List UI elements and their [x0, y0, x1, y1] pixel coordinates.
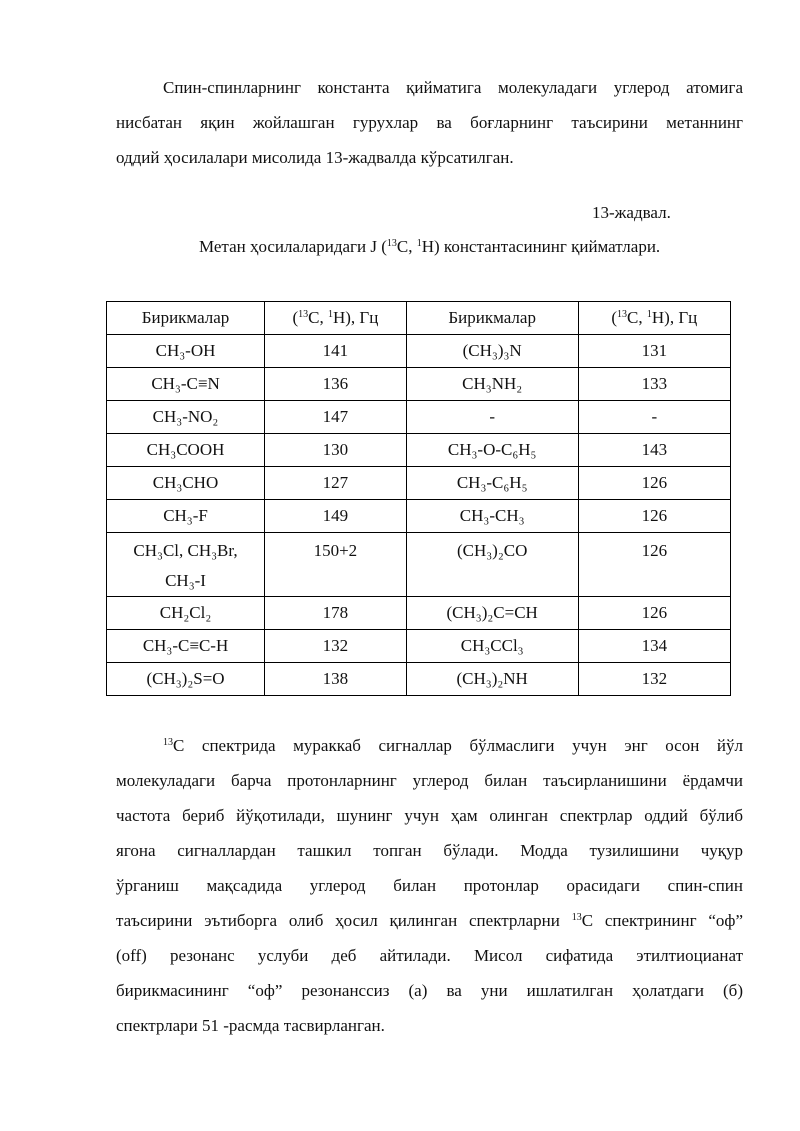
- compound-cell: CH₃-CH₃: [406, 500, 578, 533]
- value-cell: 133: [578, 368, 730, 401]
- value-cell: 131: [578, 335, 730, 368]
- table-row: [107, 533, 731, 597]
- line-text: С спектрида мураккаб сигналлар бўлмаслиги учун энг осон йўл: [173, 736, 743, 755]
- compound-cell: (CH₃)₂NH: [406, 663, 578, 696]
- table-row: [107, 434, 731, 467]
- compound-cell: CH₃CHO: [107, 467, 265, 500]
- superscript: 13: [163, 737, 173, 748]
- compound-line: CH₃-I: [165, 571, 206, 590]
- value-cell: 138: [265, 663, 407, 696]
- compound-cell: CH₃-C≡N: [107, 368, 265, 401]
- table-row: [107, 467, 731, 500]
- value-cell: 150+2: [265, 533, 407, 597]
- compound-cell: CH₃-C₆H₅: [406, 467, 578, 500]
- header-cell: Бирикмалар: [107, 302, 265, 335]
- value-cell: 132: [265, 630, 407, 663]
- value-cell: 147: [265, 401, 407, 434]
- value-cell: 127: [265, 467, 407, 500]
- title-text: С,: [396, 237, 417, 256]
- compound-cell: -: [406, 401, 578, 434]
- table-header-row: [107, 302, 731, 335]
- value-cell: 141: [265, 335, 407, 368]
- value-cell: 126: [578, 500, 730, 533]
- compound-cell: (CH₃)₂CO: [406, 533, 578, 597]
- paragraph-line: бирикмасининг “оф” резонанссиз (а) ва уни ишлатилган ҳолатдаги (б): [116, 981, 743, 1000]
- compound-cell: CH₃-NO₂: [107, 401, 265, 434]
- header-text: Н), Гц: [332, 308, 379, 327]
- value-cell: 143: [578, 434, 730, 467]
- compound-line: CH₃Cl, CH₃Br,: [133, 541, 238, 560]
- paragraph-line: частота бериб йўқотилади, шунинг учун ҳам олинган спектрлар оддий бўлиб: [116, 806, 743, 825]
- compound-cell: (CH₃)₂C=CH: [406, 597, 578, 630]
- header-text: (: [292, 308, 299, 327]
- paragraph-line: нисбатан яқин жойлашган гурухлар ва боғларнинг таъсирини метаннинг: [116, 113, 743, 132]
- superscript: 13: [298, 309, 309, 320]
- value-cell: 149: [265, 500, 407, 533]
- superscript: 13: [386, 238, 397, 249]
- paragraph-line: ўрганиш мақсадида углерод билан протонлар орасидаги спин-спин: [116, 876, 743, 895]
- value-cell: 126: [578, 467, 730, 500]
- value-cell: 130: [265, 434, 407, 467]
- compound-cell: (CH₃)₂S=O: [107, 663, 265, 696]
- paragraph-line: ягона сигналлардан ташкил топган бўлади. Модда тузилишини чуқур: [116, 841, 743, 860]
- header-cell: Бирикмалар: [406, 302, 578, 335]
- superscript: 13: [571, 912, 582, 923]
- value-cell: 136: [265, 368, 407, 401]
- paragraph-line: оддий ҳосилалари мисолида 13-жадвалда кўрсатилган.: [116, 148, 514, 167]
- line-text: таъсирини эътиборга олиб ҳосил қилинган спектрларни: [116, 911, 572, 930]
- value-cell: 178: [265, 597, 407, 630]
- superscript: 1: [327, 309, 333, 320]
- table-row: [107, 335, 731, 368]
- compound-cell: CH₃-F: [107, 500, 265, 533]
- compound-cell: CH₃-O-C₆H₅: [406, 434, 578, 467]
- table-row: [107, 401, 731, 434]
- compound-cell: CH₃-OH: [107, 335, 265, 368]
- compound-cell: CH₃COOH: [107, 434, 265, 467]
- header-text: (: [611, 308, 618, 327]
- header-cell: [265, 302, 407, 335]
- value-cell: 134: [578, 630, 730, 663]
- paragraph-line: спектрлари 51 -расмда тасвирланган.: [116, 1016, 385, 1035]
- compound-cell: CH₃CCl₃: [406, 630, 578, 663]
- spectra-paragraph: [116, 728, 743, 1043]
- coupling-constants-table: [106, 301, 731, 696]
- superscript: 1: [416, 238, 422, 249]
- compound-cell: CH₃NH₂: [406, 368, 578, 401]
- compound-cell: CH₃-C≡C-H: [107, 630, 265, 663]
- header-text: С,: [308, 308, 328, 327]
- value-cell: 126: [578, 597, 730, 630]
- paragraph-line: [116, 903, 743, 938]
- value-cell: 132: [578, 663, 730, 696]
- paragraph-line: (off) резонанс услуби деб айтилади. Мисол сифатида этилтиоцианат: [116, 946, 743, 965]
- superscript: 13: [617, 309, 628, 320]
- table-row: [107, 630, 731, 663]
- paragraph-line: Спин-спинларнинг константа қийматига молекуладаги углерод атомига: [163, 78, 743, 97]
- paragraph-line: [116, 728, 743, 763]
- header-cell: [578, 302, 730, 335]
- compound-cell: (CH₃)₃N: [406, 335, 578, 368]
- compound-cell: CH₂Cl₂: [107, 597, 265, 630]
- compound-cell: [107, 533, 265, 597]
- table-row: [107, 663, 731, 696]
- title-text: Н) константасининг қийматлари.: [421, 237, 661, 256]
- table-row: [107, 597, 731, 630]
- table-title: [199, 237, 660, 257]
- table-row: [107, 500, 731, 533]
- line-text: С спектрининг “оф”: [581, 911, 743, 930]
- header-text: Н), Гц: [651, 308, 698, 327]
- value-cell: 126: [578, 533, 730, 597]
- header-text: С,: [627, 308, 647, 327]
- table-number: 13-жадвал.: [592, 203, 671, 222]
- intro-paragraph: [116, 70, 743, 175]
- table-row: [107, 368, 731, 401]
- title-text: Метан ҳосилаларидаги J (: [199, 237, 387, 256]
- superscript: 1: [646, 309, 652, 320]
- paragraph-line: молекуладаги барча протонларнинг углерод билан таъсирланишини ёрдамчи: [116, 771, 743, 790]
- value-cell: -: [578, 401, 730, 434]
